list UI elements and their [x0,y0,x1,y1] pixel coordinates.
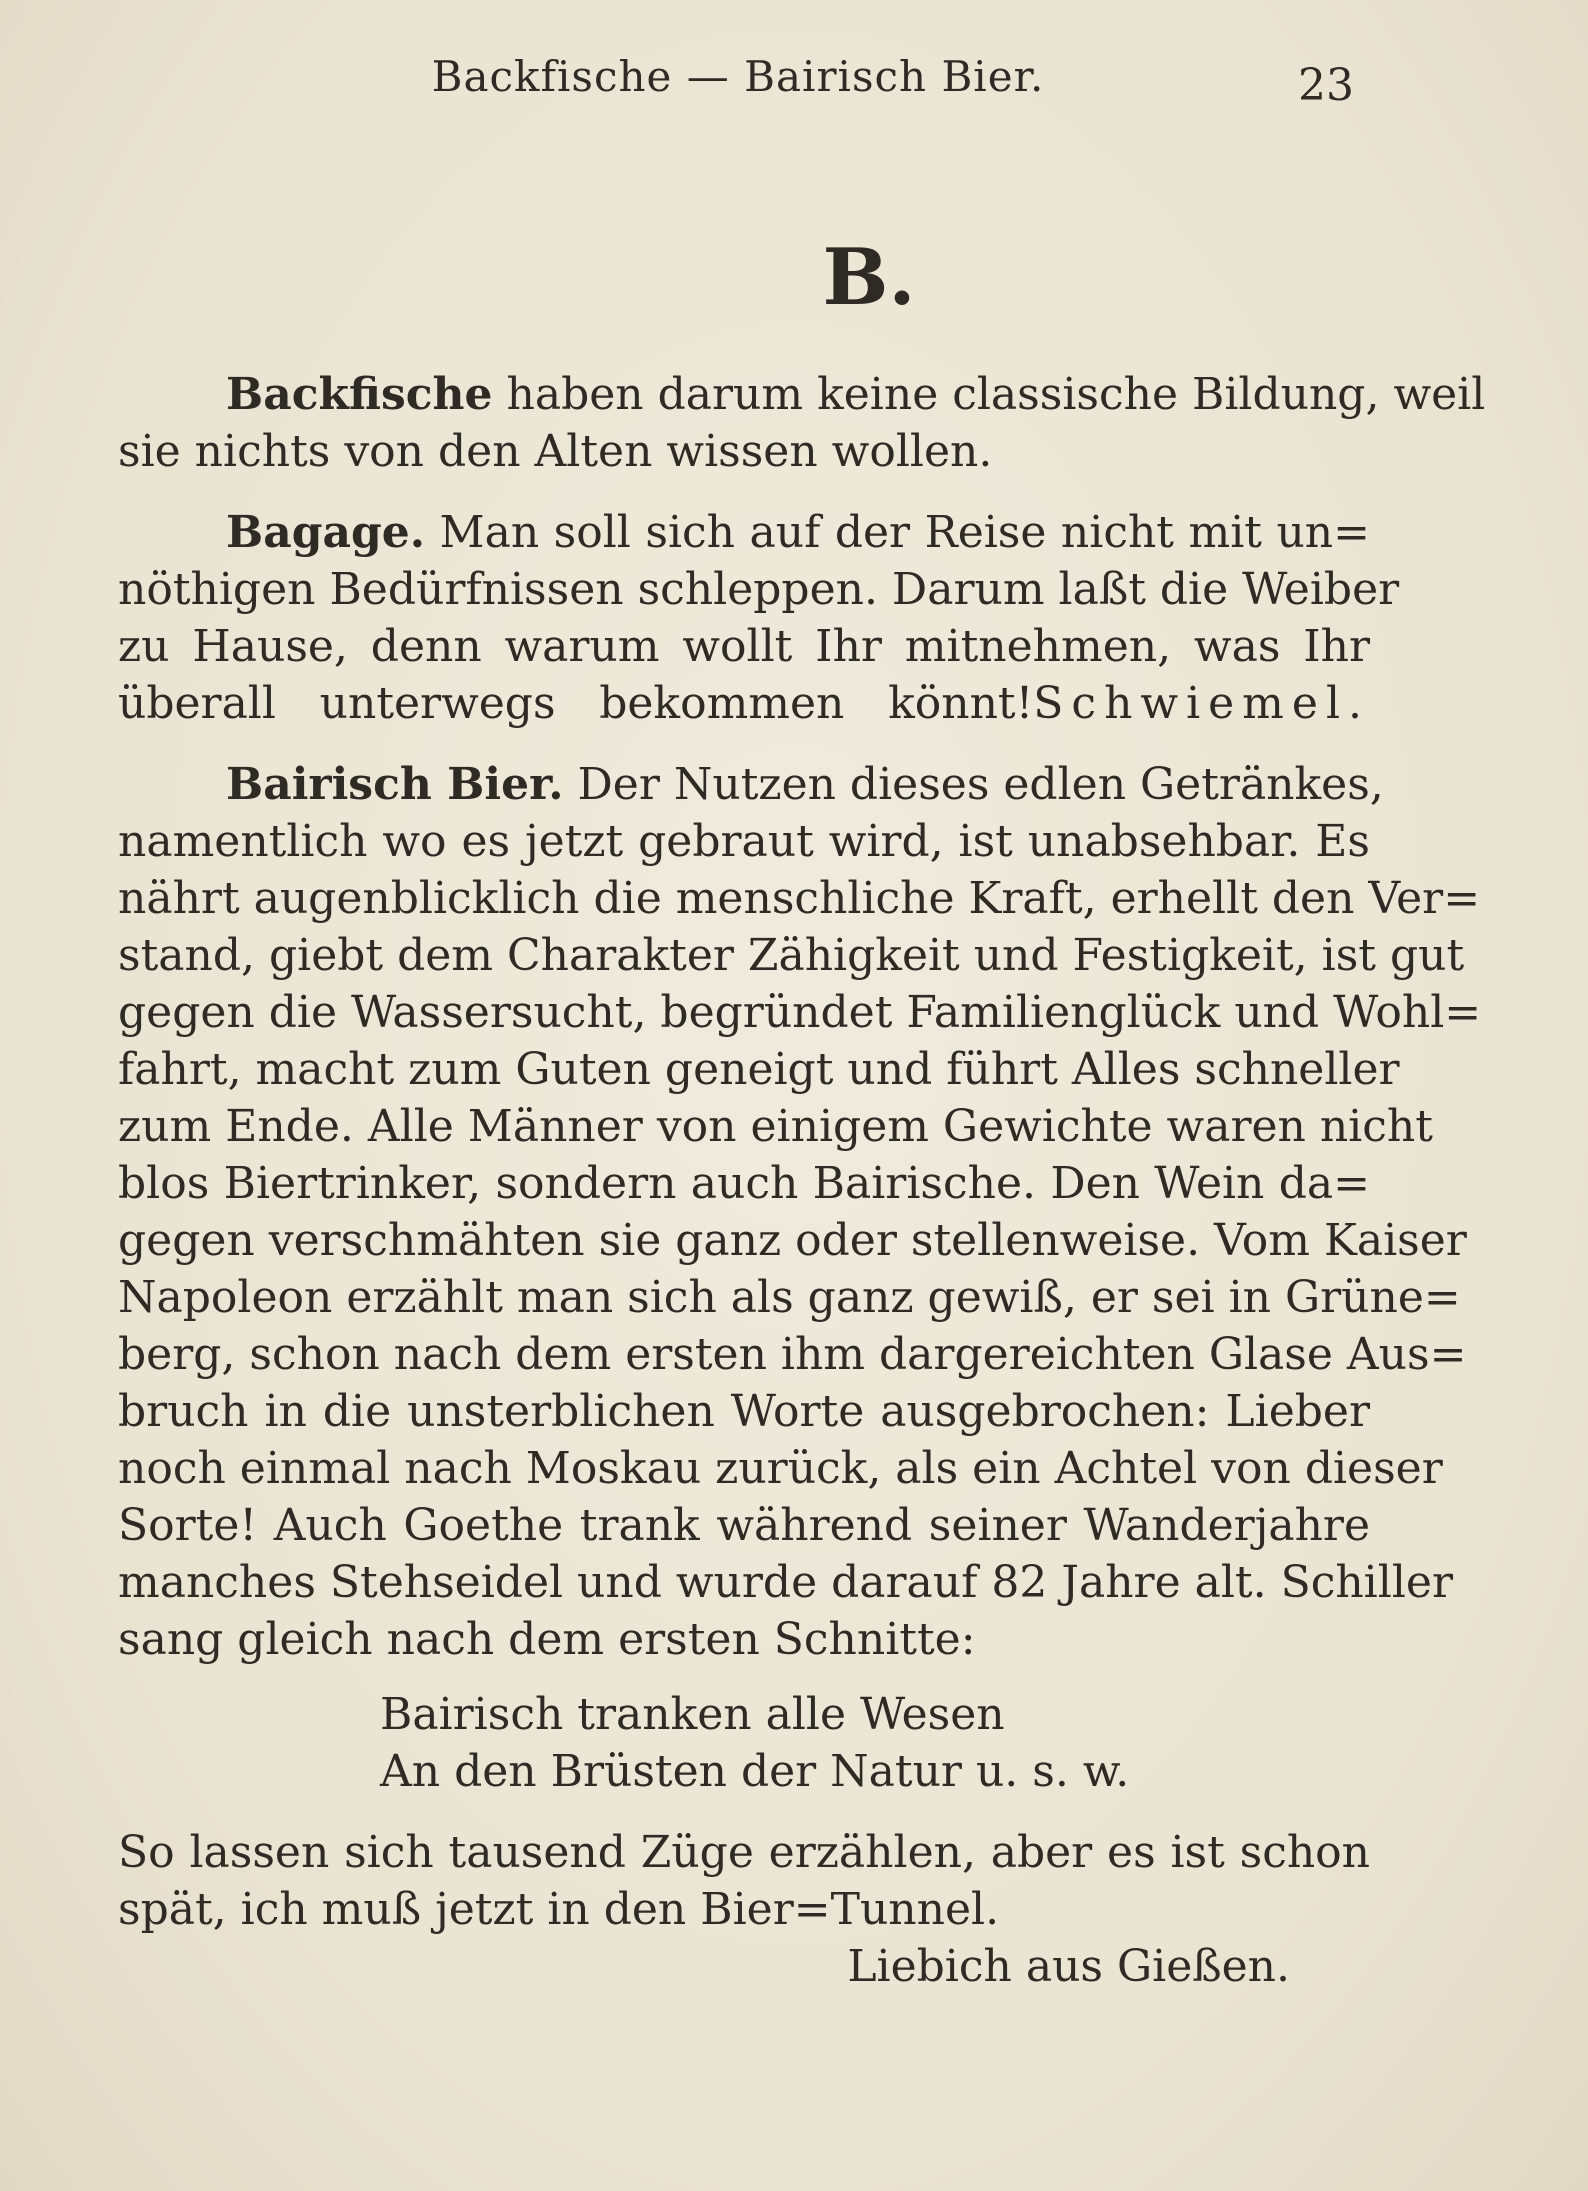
entry-bairisch-bier [118,756,1482,1995]
entry-term: Bairisch Bier. [226,759,564,810]
text-line: manches Stehseidel und wurde darauf 82 Jahre alt. Schiller [118,1557,1453,1608]
entry-author: Liebich aus Gießen. [847,1941,1290,1992]
text-line: stand, giebt dem Charakter Zähigkeit und Festigkeit, ist gut [118,930,1465,981]
text-line [118,504,1370,561]
entry-text: Man soll sich auf der Reise nicht mit un= [425,507,1370,558]
text-line: nöthigen Bedürfnissen schleppen. Darum laßt die Weiber [118,564,1400,615]
entry-text: Der Nutzen dieses edlen Getränkes, [563,759,1384,810]
entry-backfische [118,366,1486,480]
text-line [118,756,1384,813]
entry-author: Schwiemel. [1033,678,1370,729]
text-line: namentlich wo es jetzt gebraut wird, ist unabsehbar. Es [118,816,1370,867]
running-title: Backfische — Bairisch Bier. [431,52,1045,101]
entry-text: haben darum keine classische Bildung, weil [492,369,1486,420]
text-line: nährt augenblicklich die menschliche Kraft, erhellt den Ver= [118,873,1481,924]
page-header [118,52,1358,112]
text-line: zum Ende. Alle Männer von einigem Gewichte waren nicht [118,1101,1433,1152]
entry-text: überall unterwegs bekommen könnt! [118,678,1034,729]
text-line: blos Biertrinker, sondern auch Bairische. Den Wein da= [118,1158,1370,1209]
page-body [118,366,1486,2019]
text-line: fahrt, macht zum Guten geneigt und führt Alles schneller [118,1044,1400,1095]
verse-quote [118,1686,1370,1800]
verse-line: Bairisch tranken alle Wesen [380,1689,1005,1740]
text-line: sang gleich nach dem ersten Schnitte: [118,1614,976,1665]
text-line: zu Hause, denn warum wollt Ihr mitnehmen, was Ihr [118,621,1370,672]
text-line: Napoleon erzählt man sich als ganz gewiß, er sei in Grüne= [118,1272,1461,1323]
section-letter: B. [822,232,916,323]
text-line: gegen die Wassersucht, begründet Familienglück und Wohl= [118,987,1482,1038]
text-line: berg, schon nach dem ersten ihm dargereichten Glase Aus= [118,1329,1467,1380]
text-line: bruch in die unsterblichen Worte ausgebrochen: Lieber [118,1386,1370,1437]
text-line: Sorte! Auch Goethe trank während seiner Wanderjahre [118,1500,1370,1551]
entry-term: Bagage. [226,507,426,558]
text-line: So lassen sich tausend Züge erzählen, aber es ist schon [118,1827,1370,1878]
text-line [118,675,1370,732]
page-number: 23 [1298,60,1354,111]
entry-bagage [118,504,1400,732]
text-line: noch einmal nach Moskau zurück, als ein Achtel von dieser [118,1443,1443,1494]
text-line [118,366,1486,423]
text-line: spät, ich muß jetzt in den Bier=Tunnel. [118,1884,1000,1935]
entry-term: Backfische [226,369,493,420]
text-line: sie nichts von den Alten wissen wollen. [118,426,993,477]
verse-line: An den Brüsten der Natur u. s. w. [380,1746,1130,1797]
text-line: gegen verschmähten sie ganz oder stellenweise. Vom Kaiser [118,1215,1467,1266]
